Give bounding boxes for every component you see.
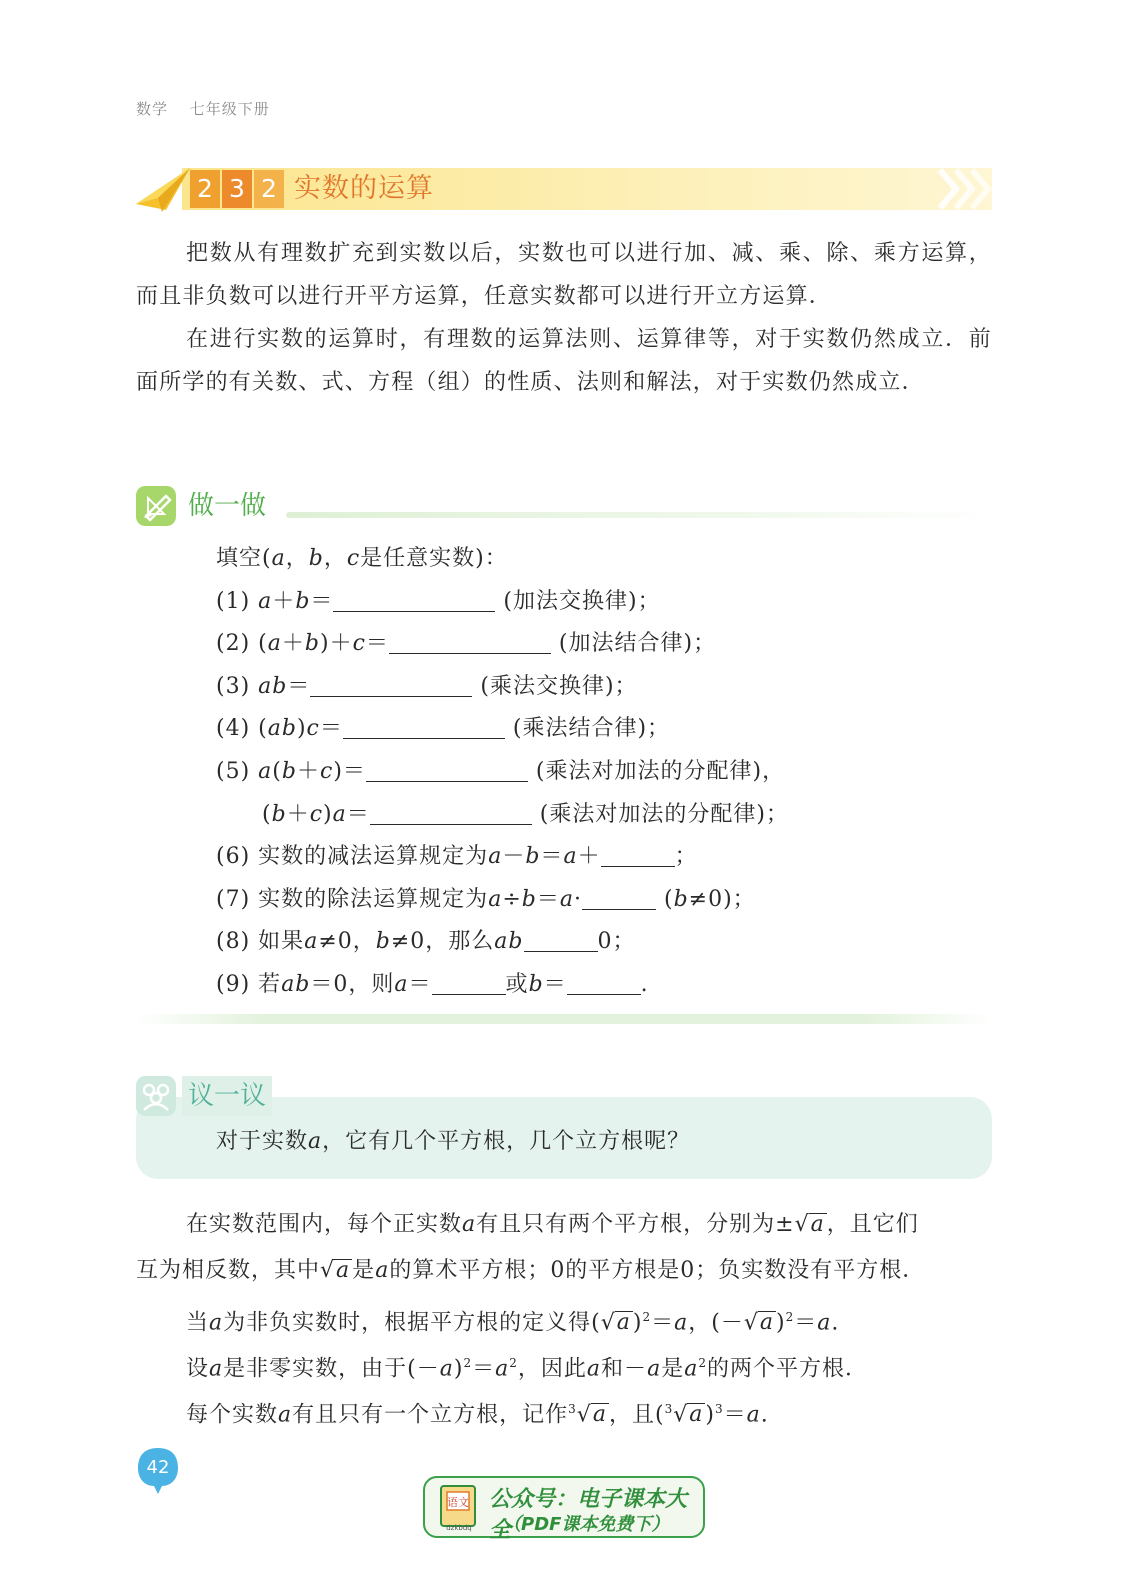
- exercise-item-6: (6) 实数的减法运算规定为a－b＝a＋ ；: [216, 836, 976, 879]
- answer-blank[interactable]: [601, 840, 675, 867]
- fill-in-exercise: [216, 538, 976, 1007]
- exercise-item-5a: (5) a(b＋c)＝ (乘法对加法的分配律)，: [216, 751, 976, 794]
- book-logo-icon: [439, 1484, 481, 1532]
- exercise-prompt: 填空(a，b，c是任意实数)：: [216, 546, 508, 571]
- exercise-item-1: (1) a＋b＝ (加法交换律)；: [216, 581, 976, 624]
- discuss-question: 对于实数a，它有几个平方根，几个立方根呢？: [216, 1129, 691, 1154]
- page-number-badge: [136, 1446, 180, 1496]
- answer-blank[interactable]: [333, 585, 495, 612]
- answer-blank[interactable]: [310, 670, 472, 697]
- answer-blank[interactable]: [343, 712, 505, 739]
- running-head-grade: 七年级下册: [189, 100, 270, 118]
- answer-blank[interactable]: [389, 627, 551, 654]
- answer-blank[interactable]: [582, 883, 656, 910]
- section-number-1: 2: [190, 170, 220, 208]
- watermark-line-1: 公众号：电子课本大全: [489, 1487, 688, 1543]
- activity-discuss-header: [136, 1076, 336, 1116]
- exercise-item-2: (2) (a＋b)＋c＝ (加法结合律)；: [216, 623, 976, 666]
- exercise-item-5b: (b＋c)a＝ (乘法对加法的分配律)；: [216, 794, 976, 837]
- intro-text: [136, 232, 992, 404]
- svg-text:dzkbdq: dzkbdq: [446, 1524, 472, 1532]
- body-line-5: 每个实数a有且只有一个立方根，记作$^3$√a，且$(^3√a)^3=a$.: [186, 1402, 769, 1428]
- chevrons-decoration: [936, 168, 992, 210]
- body-line-2: 互为相反数，其中√a是a的算术平方根；0的平方根是0；负实数没有平方根．: [136, 1258, 926, 1283]
- activity-divider: [136, 1014, 992, 1024]
- activity-discuss-label: 议一议: [182, 1076, 272, 1116]
- answer-blank[interactable]: [370, 798, 532, 825]
- watermark-line-2: （PDF课本免费下）: [503, 1514, 670, 1535]
- activity-try-label: 做一做: [188, 491, 267, 521]
- body-text: [136, 1202, 992, 1432]
- answer-blank[interactable]: [366, 755, 528, 782]
- activity-try-rule: [286, 512, 992, 518]
- exercise-item-7: (7) 实数的除法运算规定为a÷b＝a· (b≠0)；: [216, 879, 976, 922]
- intro-paragraph-1: 把数从有理数扩充到实数以后，实数也可以进行加、减、乘、除、乘方运算，而且非负数可以进行开平方运算，任意实数都可以进行开立方运算．: [136, 241, 992, 309]
- running-head-subject: 数学: [136, 100, 169, 118]
- section-number-3: 2: [254, 170, 284, 208]
- answer-blank[interactable]: [567, 968, 641, 995]
- exercise-item-8: (8) 如果a≠0，b≠0，那么ab 0；: [216, 921, 976, 964]
- section-banner: [136, 166, 992, 214]
- body-line-4: 设a是非零实数，由于$(-a)^2=a^2$，因此a和－a是$a^2$的两个平方根．: [186, 1356, 868, 1382]
- exercise-item-3: (3) ab＝ (乘法交换律)；: [216, 666, 976, 709]
- paper-plane-icon: [136, 166, 192, 214]
- running-head: [136, 98, 286, 119]
- page-number: 42: [146, 1457, 170, 1478]
- watermark-stamp: [423, 1476, 705, 1543]
- body-line-3: 当a为非负实数时，根据平方根的定义得$(√a)^2=a$，$(-√a)^2=a$.: [186, 1310, 840, 1336]
- pencil-ruler-icon: [136, 486, 176, 526]
- section-title: 实数的运算: [294, 173, 434, 204]
- body-line-1: 在实数范围内，每个正实数a有且只有两个平方根，分别为±√a，且它们: [186, 1212, 919, 1237]
- exercise-item-4: (4) (ab)c＝ (乘法结合律)；: [216, 708, 976, 751]
- svg-text:语文: 语文: [447, 1496, 469, 1509]
- people-icon: [136, 1076, 176, 1116]
- answer-blank[interactable]: [432, 968, 506, 995]
- answer-blank[interactable]: [524, 925, 598, 952]
- activity-try-header: [136, 486, 992, 526]
- exercise-item-9: (9) 若ab＝0，则a＝ 或b＝ .: [216, 964, 976, 1007]
- intro-paragraph-2: 在进行实数的运算时，有理数的运算法则、运算律等，对于实数仍然成立．前面所学的有关数、式、方程（组）的性质、法则和解法，对于实数仍然成立．: [136, 327, 992, 395]
- section-number-2: 3: [222, 170, 252, 208]
